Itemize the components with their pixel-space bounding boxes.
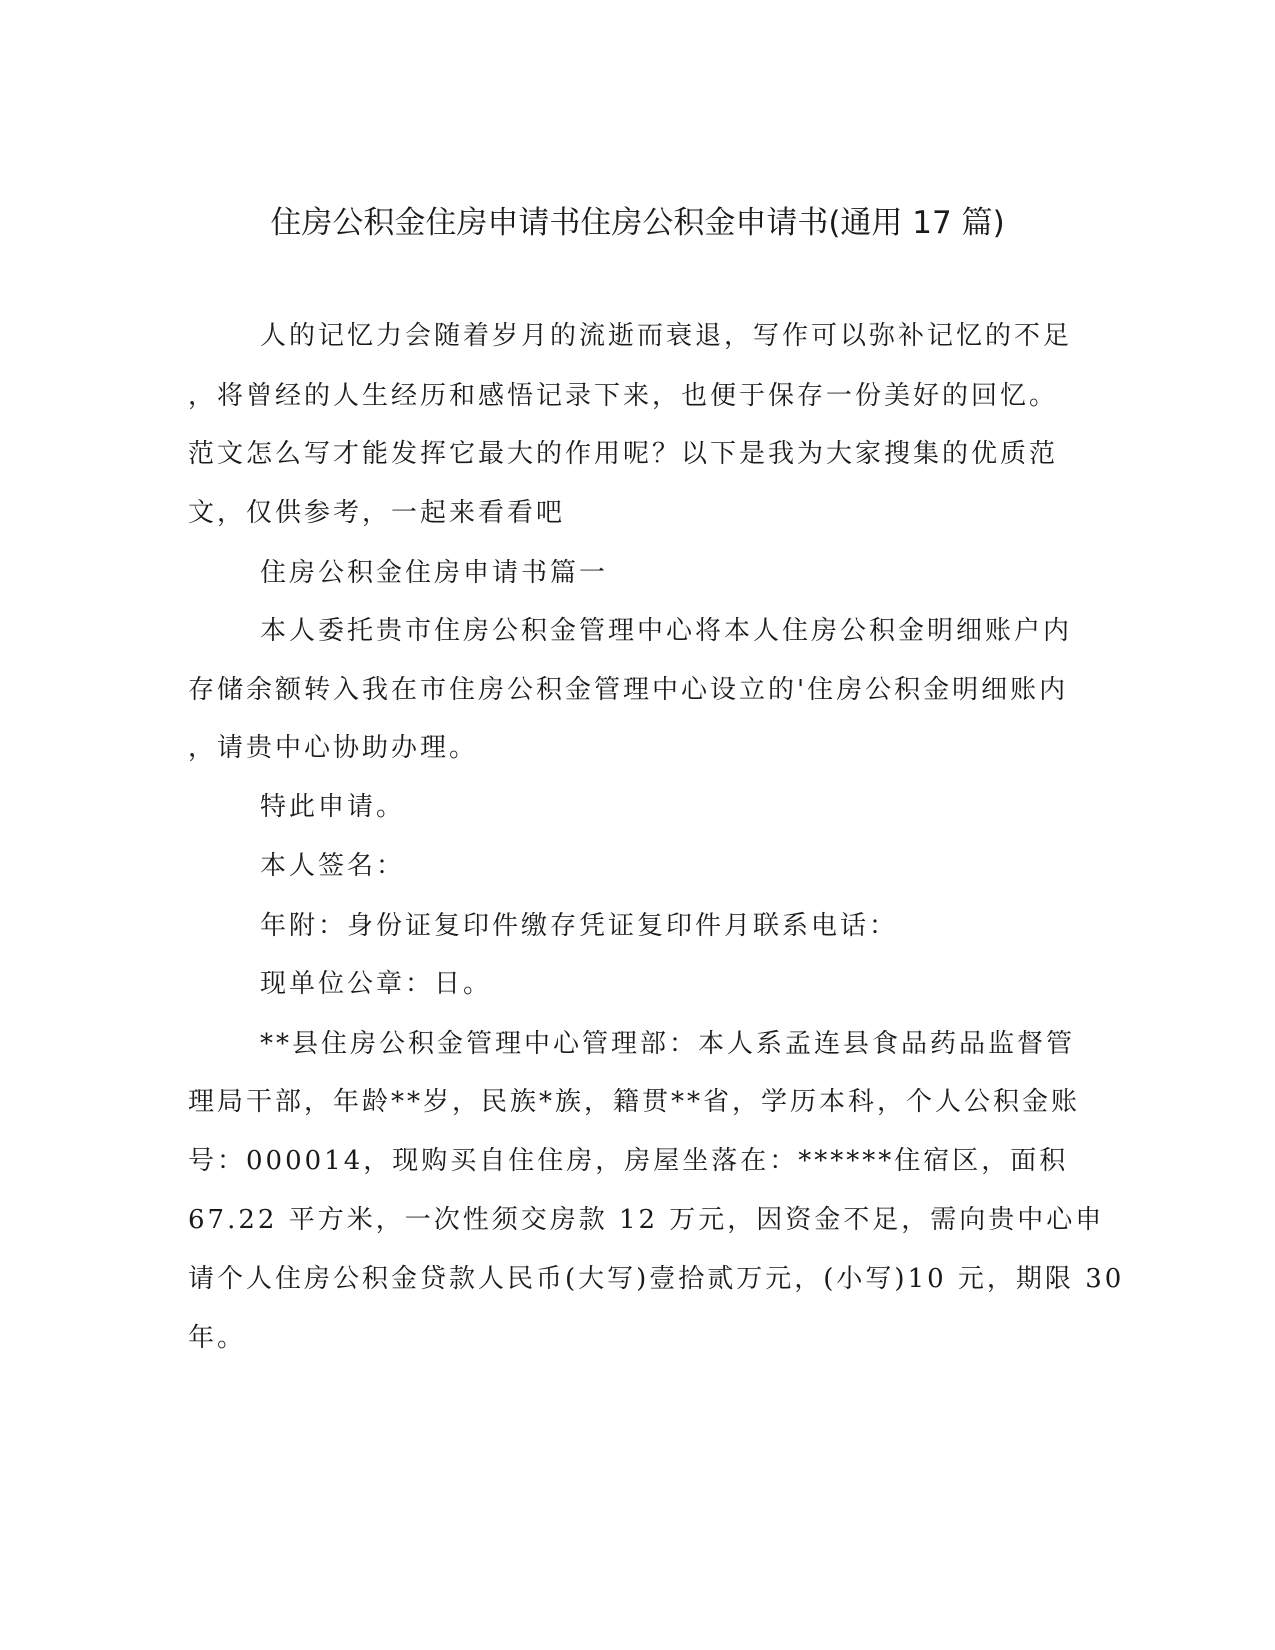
document-title: 住房公积金住房申请书住房公积金申请书(通用 17 篇) <box>270 205 1005 241</box>
paragraph-line: 本人签名： <box>260 851 406 881</box>
paragraph-line: 范文怎么写才能发挥它最大的作用呢？以下是我为大家搜集的优质范 <box>188 439 1059 469</box>
paragraph-line: 本人委托贵市住房公积金管理中心将本人住房公积金明细账户内 <box>260 616 1073 646</box>
paragraph-line: ，将曾经的人生经历和感悟记录下来，也便于保存一份美好的回忆。 <box>188 381 1059 411</box>
paragraph-line: 67.22 平方米，一次性须交房款 12 万元，因资金不足，需向贵中心申 <box>188 1205 1105 1235</box>
paragraph-line: 人的记忆力会随着岁月的流逝而衰退，写作可以弥补记忆的不足 <box>260 321 1073 351</box>
paragraph-line: ，请贵中心协助办理。 <box>188 733 479 763</box>
paragraph-line: 特此申请。 <box>260 792 406 822</box>
paragraph-line: 年。 <box>188 1323 247 1353</box>
paragraph-line: 理局干部，年龄**岁，民族*族，籍贯**省，学历本科，个人公积金账 <box>188 1087 1081 1117</box>
paragraph-line: 年附：身份证复印件缴存凭证复印件月联系电话： <box>260 911 899 941</box>
paragraph-line: 存储余额转入我在市住房公积金管理中心设立的'住房公积金明细账内 <box>188 675 1069 705</box>
paragraph-line: 现单位公章：日。 <box>260 969 493 999</box>
section-heading: 住房公积金住房申请书篇一 <box>260 558 609 588</box>
paragraph-line: 文，仅供参考，一起来看看吧 <box>188 498 566 528</box>
paragraph-line: **县住房公积金管理中心管理部：本人系孟连县食品药品监督管 <box>260 1029 1076 1059</box>
paragraph-line: 号：000014，现购买自住住房，房屋坐落在：******住宿区，面积 <box>188 1146 1069 1176</box>
paragraph-line: 请个人住房公积金贷款人民币(大写)壹拾贰万元，(小写)10 元，期限 30 <box>188 1264 1125 1294</box>
